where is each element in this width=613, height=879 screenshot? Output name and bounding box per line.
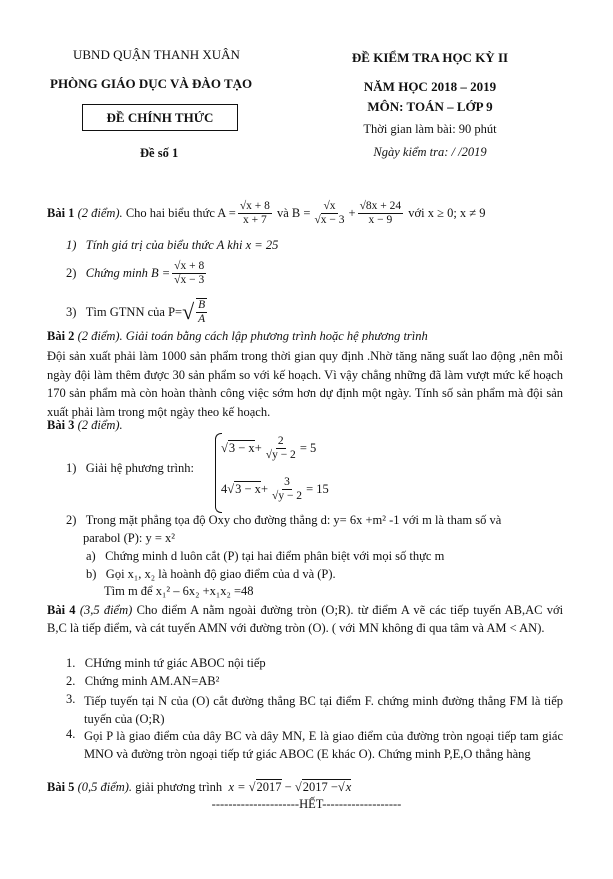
- bai1-q1-number: 1): [66, 238, 77, 252]
- bai4-intro: Cho điểm A nằm ngoài đường tròn (O;R). từ điểm A vẽ các tiếp tuyến AB,AC với B,C là tiếp điểm, và cát tuyến AMN với đường tròn (O). ( với MN không đi qua tâm và AM < AN).: [47, 603, 564, 635]
- bai3-points: (2 điểm).: [77, 418, 123, 432]
- system-eq-1: √ 3 − x + 2 √ y − 2 = 5: [221, 431, 316, 465]
- bai5-sqrt-2017: 2017: [256, 780, 282, 794]
- bai3-qa-label: a): [86, 549, 96, 563]
- bai3-q2-line1: [66, 513, 501, 528]
- bai4-item-text: Chứng minh AM.AN=AB²: [84, 674, 220, 688]
- eq1-frac-num: 2: [277, 434, 284, 447]
- expr-b2-den: x − 9: [368, 213, 393, 226]
- bai3-q1-text: Giải hệ phương trình:: [85, 461, 194, 475]
- bai3-label: Bài 3: [47, 418, 75, 432]
- bai1-q2-text: Chứng minh B =: [85, 265, 171, 280]
- bai4-item-number: 3.: [66, 692, 76, 706]
- bai5-label: Bài 5: [47, 779, 75, 794]
- bai3-qb-text: Gọi x₁, x₂ là hoành độ giao điểm của d và (P).: [105, 567, 336, 581]
- expr-a-den: x + 7: [242, 213, 267, 226]
- org-line-2: PHÒNG GIÁO DỤC VÀ ĐÀO TẠO: [50, 76, 253, 91]
- system-eq-2: 4 √ 3 − x + 3 √ y − 2 = 15: [221, 472, 329, 506]
- bai1-q1: [66, 238, 278, 253]
- expr-b-fraction-1: [312, 200, 346, 227]
- bai4-item-text: Tiếp tuyến tại N của (O) cắt đường thẳng BC tại điểm F. chứng minh đường thẳng FM là tiếp tuyến của (O;R): [84, 694, 563, 726]
- bai5-eq-x: x =: [228, 779, 246, 794]
- bai3-qa-text: Chứng minh d luôn cắt (P) tại hai điểm phân biệt với mọi số thực m: [105, 549, 445, 563]
- bai3-qb-2: Tìm m để x₁² – 6x₂ +x₁x₂ =48: [104, 584, 254, 598]
- bai4-item-4: [66, 727, 563, 763]
- eq1-fraction: [264, 435, 298, 462]
- bai1-q1-text: Tính giá trị của biểu thức A khi x = 25: [85, 238, 279, 252]
- bai1-label: Bài 1: [47, 205, 75, 220]
- subject: MÔN: TOÁN – LỚP 9: [367, 99, 493, 114]
- exam-title: ĐỀ KIỂM TRA HỌC KỲ II: [351, 50, 509, 65]
- eq2-fraction: [270, 476, 304, 503]
- eq2-frac-num: 3: [284, 475, 290, 488]
- school-year: NĂM HỌC 2018 – 2019: [363, 79, 497, 94]
- org-line-1: UBND QUẬN THANH XUÂN: [73, 47, 240, 62]
- bai5-sqrt-x: x: [345, 780, 352, 794]
- bai1-q2: [66, 256, 208, 290]
- bai1-statement: Bài 1 (2 điểm). Cho hai biểu thức A = √ $\frac{x + 8}{x + 7}$ và B = √ x √ x − 3 + √ $\frac{8x + 24}{x - 9}$ với x ≥ 0; x ≠ 9: [47, 195, 486, 231]
- bai1-condition: với x ≥ 0; x ≠ 9: [408, 205, 486, 220]
- bai5-text: giải phương trình: [135, 779, 223, 794]
- bai3-q2-number: 2): [66, 513, 77, 527]
- bai1-points: (2 điểm).: [77, 205, 123, 220]
- bai3-heading: [47, 418, 123, 433]
- bai4-item-number: 2.: [66, 674, 76, 688]
- eq1-sqrt: 3 − x: [228, 441, 255, 455]
- bai3-q1: [66, 461, 194, 476]
- bai1-q3-num: B: [198, 299, 206, 311]
- bai4-item-text: CHứng minh tứ giác ABOC nội tiếp: [84, 656, 266, 670]
- bai3-q1-number: 1): [66, 461, 77, 475]
- bai3-qb-label: b): [86, 567, 97, 581]
- bai4-item-3: [66, 692, 563, 728]
- bai1-q2-num: x + 8: [180, 259, 205, 272]
- bai2-heading-text: (2 điểm). Giải toán bằng cách lập phương trình hoặc hệ phương trình: [77, 329, 428, 343]
- bai5-sqrt-inner: 2017 −: [302, 780, 338, 794]
- bai5-minus: −: [284, 779, 292, 794]
- bai1-q3-number: 3): [66, 304, 77, 319]
- bai4-label: Bài 4: [47, 603, 76, 617]
- bai4-item-2: [66, 674, 219, 689]
- bai1-q3: [66, 294, 209, 330]
- expr-b-fraction-2: [358, 200, 404, 227]
- bai4-statement: [47, 601, 563, 637]
- bai1-q2-fraction: [172, 260, 206, 287]
- expr-b1-num: x: [329, 199, 336, 212]
- eq1-frac-den: y − 2: [272, 448, 296, 461]
- bai1-q3-den: A: [198, 313, 206, 325]
- eq2-rhs: = 15: [306, 481, 329, 496]
- exam-date: Ngày kiểm tra: / /2019: [373, 145, 487, 159]
- bai3-qa: [86, 549, 444, 564]
- expr-b1-den: x − 3: [320, 213, 345, 226]
- official-stamp-text: ĐỀ CHÍNH THỨC: [106, 110, 214, 125]
- bai1-intro: Cho hai biểu thức A =: [125, 205, 236, 220]
- eq1-rhs: = 5: [299, 440, 317, 455]
- bai3-q2-text: Trong mặt phẳng tọa độ Oxy cho đường thẳng d: y= 6x +m² -1 với m là tham số và: [85, 513, 502, 527]
- radical-icon: √: [182, 299, 195, 324]
- bai3-qb: [86, 567, 336, 582]
- bai2-label: Bài 2: [47, 329, 75, 343]
- bai1-q2-den: x − 3: [180, 273, 205, 286]
- bai1-q2-number: 2): [66, 265, 77, 280]
- eq2-frac-den: y − 2: [278, 489, 303, 502]
- official-stamp-box: [82, 104, 238, 131]
- bai1-q3-text: Tìm GTNN của P=: [85, 304, 183, 319]
- duration: Thời gian làm bài: 90 phút: [363, 122, 497, 136]
- bai1-and: và B =: [277, 205, 311, 220]
- expr-a-num: x + 8: [246, 199, 270, 212]
- bai2-body: Đội sản xuất phải làm 1000 sản phẩm trong thời gian quy định .Nhờ tăng năng suất lao động ,nên mỗi ngày đội làm thêm được 30 sản phẩm so với kế hoạch. Vì vậy chẳng những đã làm vượt mức kế hoạch 170 sản phẩm mà còn hoàn thành công việc sớm hơn dự định một ngày. Tính số sản phẩm mà đội sản xuất phải làm trong một ngày theo kế hoạch.: [47, 349, 563, 419]
- bai1-q3-fraction: [196, 298, 207, 326]
- eq2-coef: 4: [221, 481, 228, 496]
- bai5-statement: [47, 776, 351, 798]
- exam-code: Đề số 1: [140, 146, 179, 160]
- bai2-heading: [47, 329, 428, 344]
- bai4-item-number: 1.: [66, 656, 76, 670]
- expr-b2-num: 8x + 24: [365, 199, 402, 212]
- bai3-q2-line2: parabol (P): y = x²: [83, 531, 176, 545]
- bai4-points: (3,5 điểm): [79, 603, 133, 617]
- expr-a-fraction: [238, 200, 272, 227]
- eq2-sqrt: 3 − x: [235, 482, 261, 496]
- bai4-item-text: Gọi P là giao điểm của dây BC và dây MN, E là giao điểm của đường tròn ngoại tiếp tam giác MNO và đường tròn ngoại tiếp tứ giác ABOC (E khác O). Chứng minh P,E,O thẳng hàng: [84, 729, 563, 761]
- footer-end-mark: ---------------------HẾT-------------------: [211, 797, 402, 811]
- bai4-item-1: [66, 656, 266, 671]
- bai5-points: (0,5 điểm).: [77, 779, 133, 794]
- bai4-item-number: 4.: [66, 727, 76, 741]
